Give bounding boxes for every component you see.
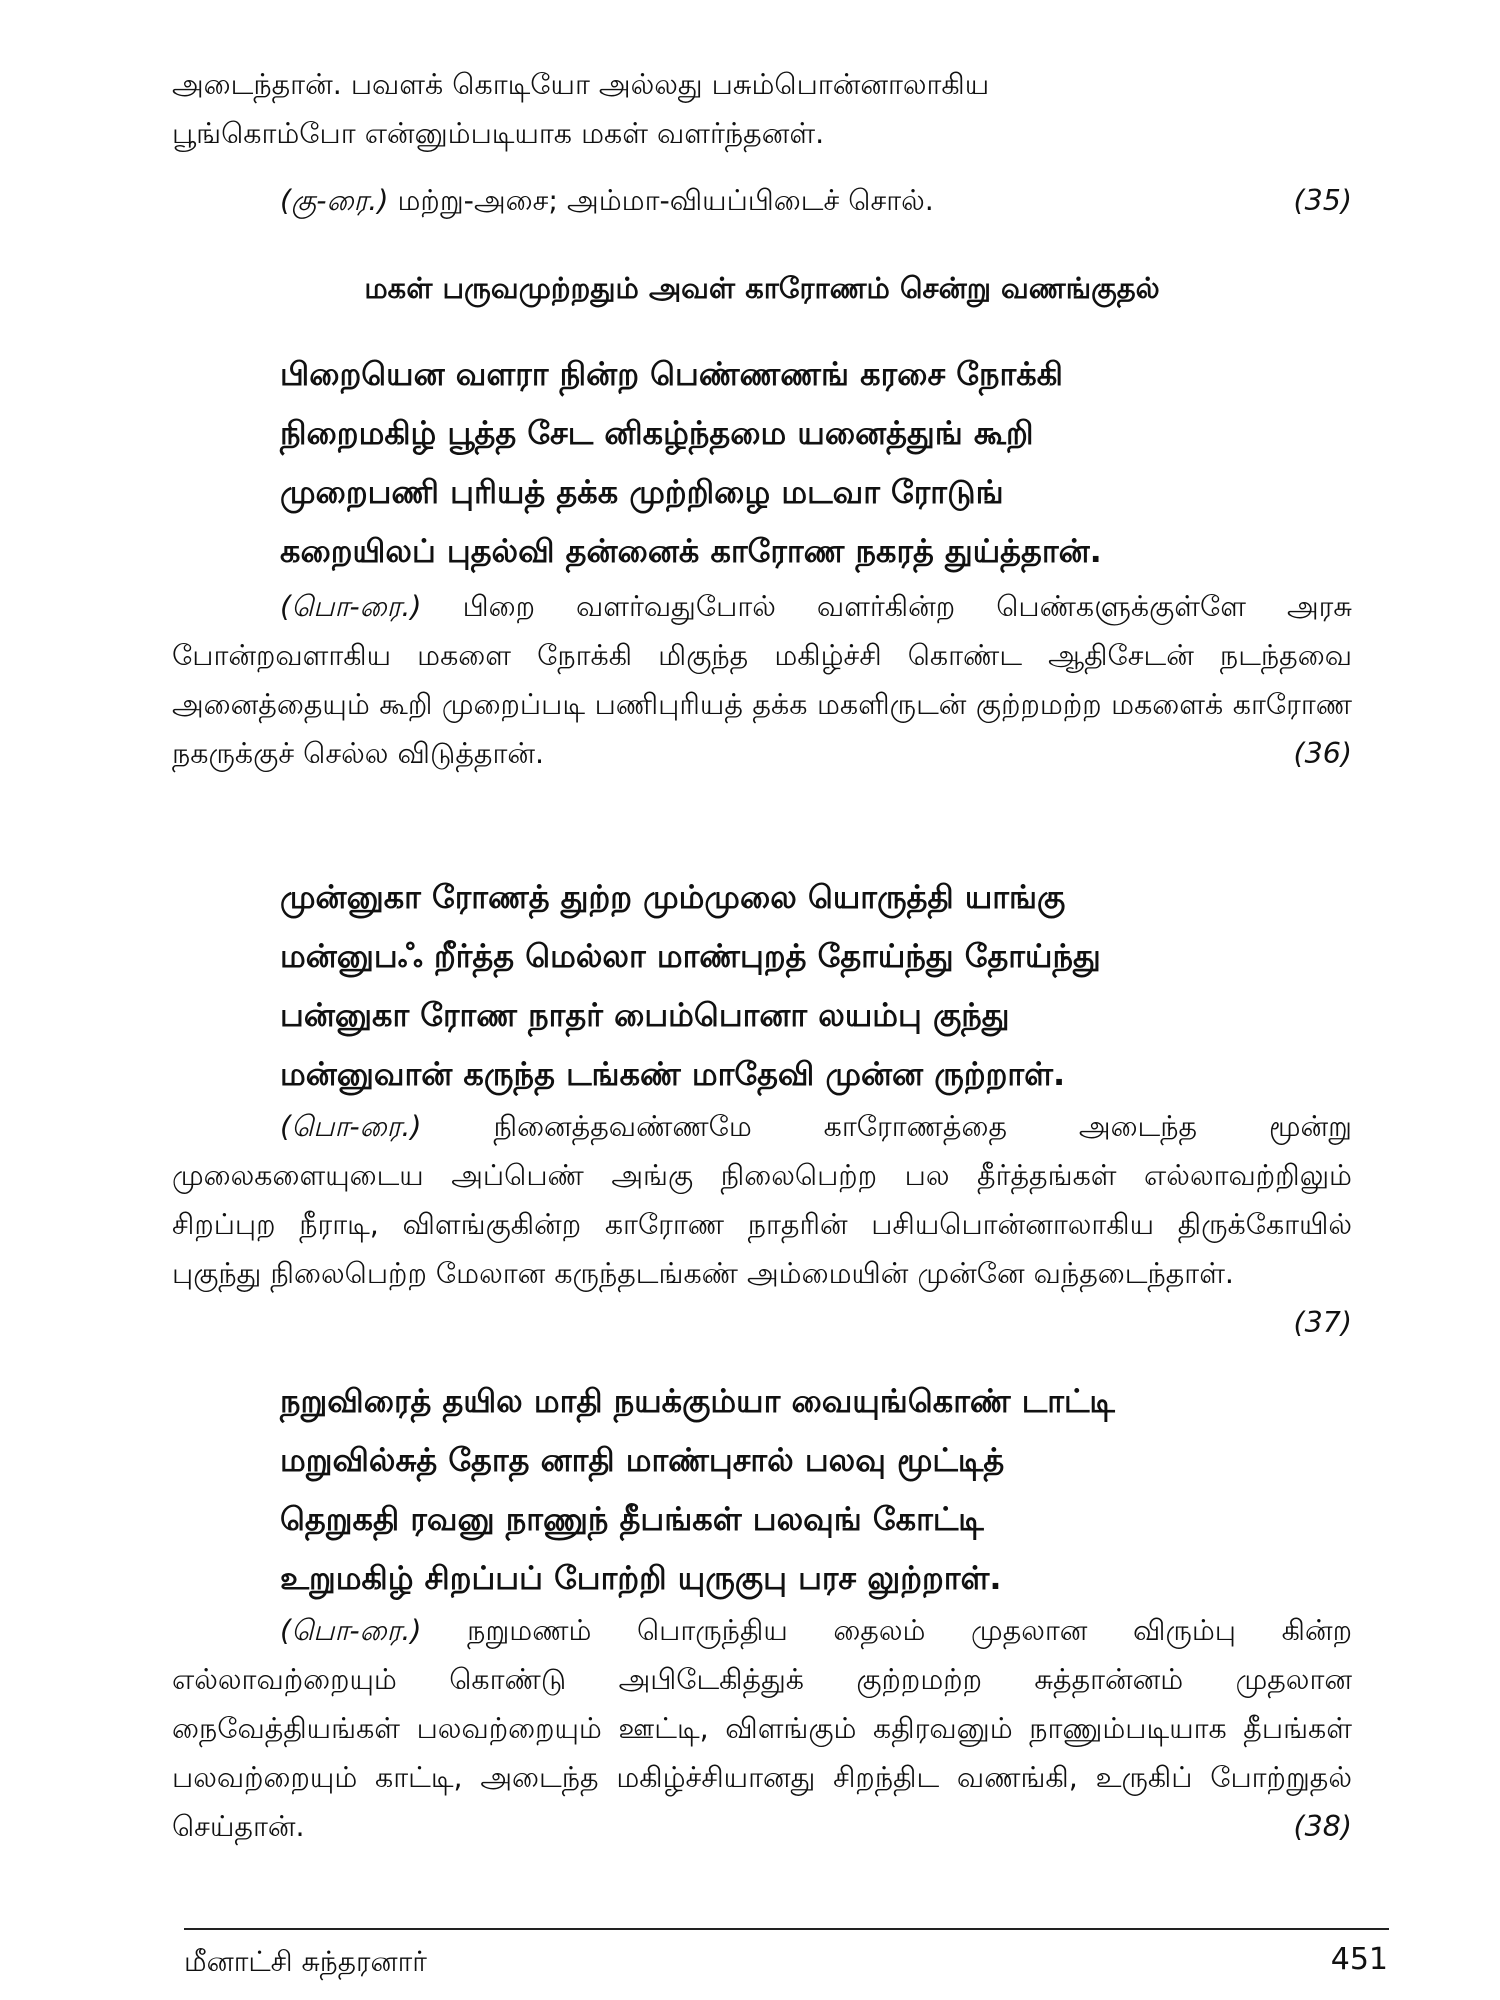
meaning-label: (பொ-ரை.) — [280, 1614, 422, 1647]
gloss-label: (கு-ரை.) — [280, 184, 389, 217]
prose-line: அடைந்தான். பவளக் கொடியோ அல்லது பசும்பொன்னாலாகிய — [172, 68, 990, 101]
top-prose — [172, 60, 1352, 225]
page-number: 451 — [1330, 1942, 1388, 1977]
verse-line: முன்னுகா ரோணத் துற்ற மும்முலை யொருத்தி யாங்கு — [280, 878, 1066, 916]
meaning-label: (பொ-ரை.) — [280, 590, 422, 623]
gloss-35 — [172, 176, 1352, 225]
meaning-38 — [172, 1606, 1352, 1851]
verse-37 — [280, 868, 1340, 1104]
verse-ref: (36) — [1293, 737, 1352, 770]
footer-rule — [184, 1928, 1389, 1930]
verse-line: மன்னுவான் கருந்த டங்கண் மாதேவி முன்ன ருற்றாள். — [280, 1055, 1066, 1093]
verse-line: பிறையென வளரா நின்ற பெண்ணணங் கரசை நோக்கி — [280, 355, 1063, 393]
verse-ref: (37) — [1293, 1306, 1352, 1339]
gloss-text: மற்று-அசை; அம்மா-வியப்பிடைச் சொல். — [397, 184, 934, 217]
footer-author: மீனாட்சி சுந்தரனார் — [184, 1945, 427, 1978]
verse-36 — [280, 345, 1340, 581]
verse-38 — [280, 1372, 1340, 1608]
verse-line: முறைபணி புரியத் தக்க முற்றிழை மடவா ரோடுங் — [280, 473, 1004, 511]
verse-line: தெறுகதி ரவனு நாணுந் தீபங்கள் பலவுங் கோட்டி — [280, 1500, 984, 1538]
meaning-text: நறுமணம் பொருந்திய தைலம் முதலான விரும்பு கின்ற எல்லாவற்றையும் கொண்டு அபிடேகித்துக் குற்றமற்ற சுத்தான்னம் முதலான நைவேத்தியங்கள் பலவற்றையும் ஊட்டி, விளங்கும் கதிரவனும் நாணும்படியாக தீபங்கள் பலவற்றையும் காட்டி, அடைந்த மகிழ்ச்சியானது சிறந்திட வணங்கி, உருகிப் போற்றுதல் செய்தான். — [172, 1614, 1352, 1843]
verse-line: மறுவில்சுத் தோத னாதி மாண்புசால் பலவு மூட்டித் — [280, 1441, 1005, 1479]
section-heading: மகள் பருவமுற்றதும் அவள் காரோணம் சென்று வணங்குதல் — [364, 271, 1160, 305]
meaning-37 — [172, 1102, 1352, 1347]
verse-line: கறையிலப் புதல்வி தன்னைக் காரோண நகரத் துய்த்தான். — [280, 532, 1102, 570]
verse-line: மன்னுபஃ றீர்த்த மெல்லா மாண்புறத் தோய்ந்து தோய்ந்து — [280, 937, 1101, 975]
meaning-text: நினைத்தவண்ணமே காரோணத்தை அடைந்த மூன்று முலைகளையுடைய அப்பெண் அங்கு நிலைபெற்ற பல தீர்த்தங்கள் எல்லாவற்றிலும் சிறப்புற நீராடி, விளங்குகின்ற காரோண நாதரின் பசியபொன்னாலாகிய திருக்கோயில் புகுந்து நிலைபெற்ற மேலான கருந்தடங்கண் அம்மையின் முன்னே வந்தடைந்தாள். — [172, 1110, 1353, 1290]
verse-line: உறுமகிழ் சிறப்பப் போற்றி யுருகுபு பரச லுற்றாள். — [280, 1559, 1002, 1597]
verse-line: பன்னுகா ரோண நாதர் பைம்பொனா லயம்பு குந்து — [280, 996, 1010, 1034]
verse-line: நிறைமகிழ் பூத்த சேட னிகழ்ந்தமை யனைத்துங் கூறி — [280, 414, 1034, 452]
verse-line: நறுவிரைத் தயில மாதி நயக்கும்யா வையுங்கொண் டாட்டி — [280, 1382, 1115, 1420]
prose-line: பூங்கொம்போ என்னும்படியாக மகள் வளர்ந்தனள். — [172, 117, 825, 150]
verse-ref: (38) — [1293, 1810, 1352, 1843]
meaning-label: (பொ-ரை.) — [280, 1110, 422, 1143]
meaning-36 — [172, 582, 1352, 778]
meaning-text: பிறை வளர்வதுபோல் வளர்கின்ற பெண்களுக்குள்ளே அரசு போன்றவளாகிய மகளை நோக்கி மிகுந்த மகிழ்ச்சி கொண்ட ஆதிசேடன் நடந்தவை அனைத்தையும் கூறி முறைப்படி பணிபுரியத் தக்க மகளிருடன் குற்றமற்ற மகளைக் காரோண நகருக்குச் செல்ல விடுத்தான். — [172, 590, 1352, 770]
verse-ref: (35) — [1293, 184, 1352, 217]
